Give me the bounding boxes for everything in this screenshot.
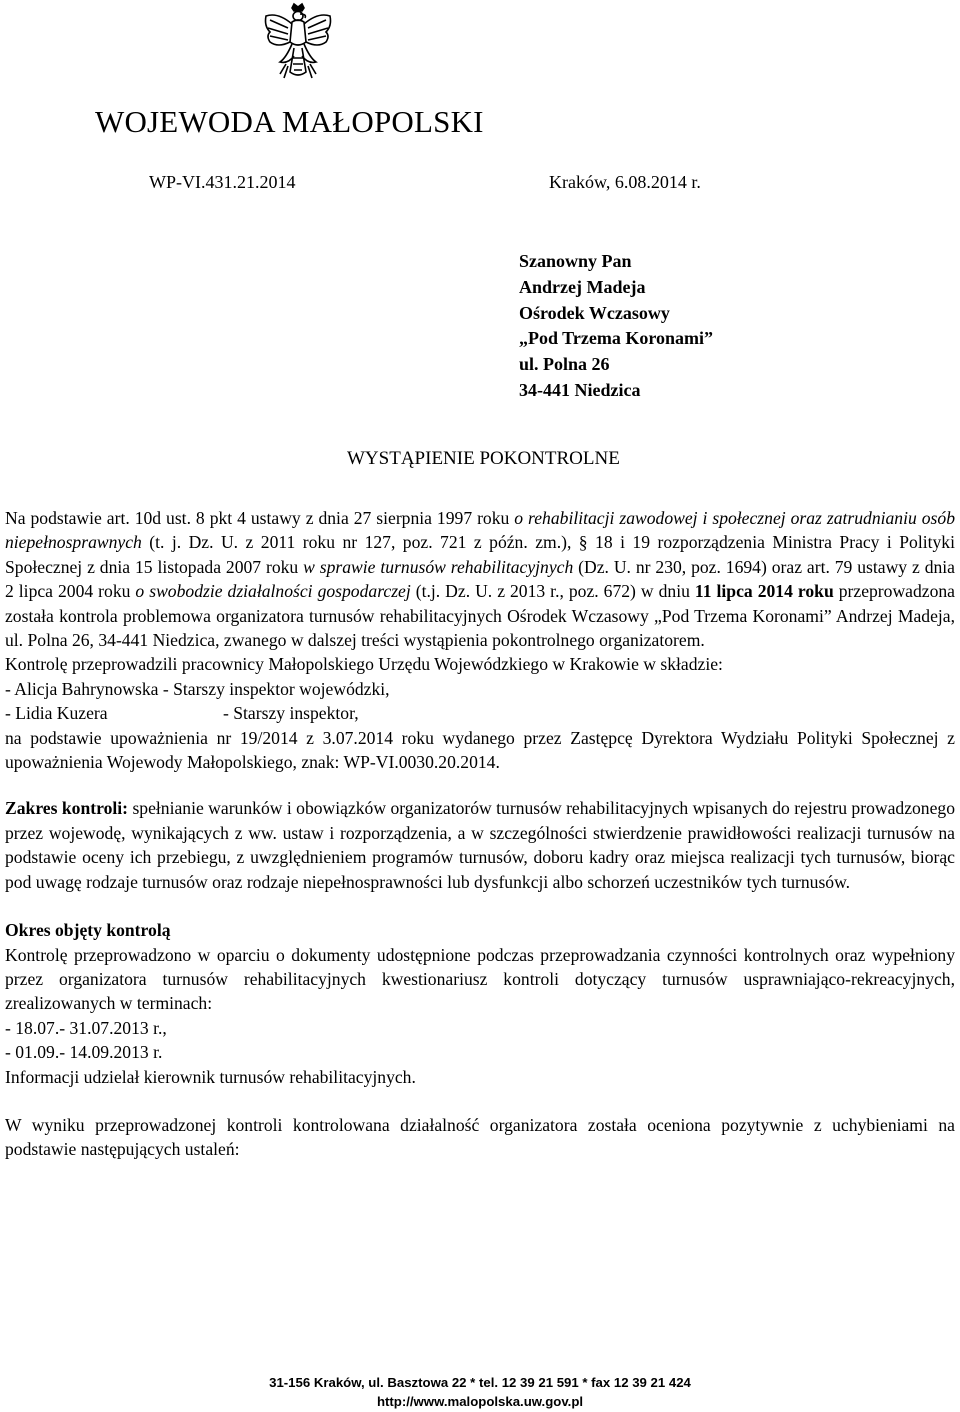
scope-paragraph: Zakres kontroli: spełnianie warunków i obowiązków organizatorów turnusów rehabilitacyjnych wpisanych do rejestru prowadzonego przez wojewodę, wynikających z ww. ustaw i rozporządzenia, a w szczególności stwierdzenie prawidłowości realizacji turnusów na podstawie oceny ich przebiegu, z uwzględnieniem programów turnusów, doboru kadry oraz miejsca realizacji tych turnusów, biorąc pod uwagę rodzaje turnusów oraz rodzaje niepełnosprawności lub dysfunkcji albo schorzeń uczestników tych turnusów. (5, 798, 955, 892)
recipient-line: Andrzej Madeja (519, 276, 646, 297)
period-term-1: - 18.07.- 31.07.2013 r., (5, 1017, 167, 1038)
legal-basis-paragraph: Na podstawie art. 10d ust. 8 pkt 4 ustawy z dnia 27 sierpnia 1997 roku o rehabilitacji zawodowej i społecznej oraz zatrudnianiu osób niepełnosprawnych (t. j. Dz. U. z 2011 roku nr 127, poz. 721 z późn. zm.), § 18 i 19 rozporządzenia Ministra Pracy i Polityki Społecznej z dnia 15 listopada 2007 roku w sprawie turnusów rehabilitacyjnych (Dz. U. nr 230, poz. 1694) oraz art. 79 ustawy z dnia 2 lipca 2004 roku o swobodzie działalności gospodarczej (t.j. Dz. U. z 2013 r., poz. 672) w dniu 11 lipca 2014 roku przeprowadzona została kontrola problemowa organizatora turnusów rehabilitacyjnych Ośrodek Wczasowy „Pod Trzema Koronami” Andrzej Madeja, ul. Polna 26, 34-441 Niedzica, zwanego w dalszej treści wystąpienia pokontrolnego organizatorem. (5, 508, 955, 651)
footer-address: 31-156 Kraków, ul. Basztowa 22 * tel. 12 39 21 591 * fax 12 39 21 424 (269, 1375, 691, 1390)
inspectors-intro: Kontrolę przeprowadzili pracownicy Małopolskiego Urzędu Wojewódzkiego w Krakowie w składzie: (5, 654, 723, 675)
letter-body (5, 506, 955, 1162)
letter-footer (0, 1373, 960, 1411)
conclusion-paragraph: W wyniku przeprowadzonej kontroli kontrolowana działalność organizatora została oceniona pozytywnie z uchybieniami na podstawie następujących ustaleń: (5, 1114, 955, 1160)
recipient-line: Szanowny Pan (519, 251, 632, 271)
reference-number: WP-VI.431.21.2014 (149, 172, 296, 192)
office-name: WOJEWODA MAŁOPOLSKI (95, 104, 484, 139)
period-paragraph: Kontrolę przeprowadzono w oparciu o dokumenty udostępnione podczas przeprowadzania czynności kontrolnych oraz wypełniony przez organizatora turnusów rehabilitacyjnych kwestionariusz kontroli dotyczący turnusów usprawniająco-rekreacyjnych, zrealizowanych w terminach: (5, 944, 955, 1014)
polish-eagle-emblem-icon (258, 2, 338, 84)
recipient-line: ul. Polna 26 (519, 354, 610, 375)
authorization-paragraph: na podstawie upoważnienia nr 19/2014 z 3.07.2014 roku wydanego przez Zastępcę Dyrektora Wydziału Polityki Społecznej z upoważnienia Wojewody Małopolskiego, znak: WP-VI.0030.20.2014. (5, 727, 955, 773)
recipient-address (519, 249, 713, 404)
recipient-line: Ośrodek Wczasowy (519, 302, 670, 323)
period-heading: Okres objęty kontrolą (5, 920, 171, 941)
period-term-2: - 01.09.- 14.09.2013 r. (5, 1042, 163, 1063)
inspector-1: - Alicja Bahrynowska - Starszy inspektor wojewódzki, (5, 678, 390, 699)
recipient-line: 34-441 Niedzica (519, 379, 641, 400)
inspector-2: - Lidia Kuzera - Starszy inspektor, (5, 703, 359, 724)
footer-website: http://www.malopolska.uw.gov.pl (376, 1394, 584, 1409)
place-date: Kraków, 6.08.2014 r. (549, 172, 701, 192)
period-info: Informacji udzielał kierownik turnusów rehabilitacyjnych. (5, 1066, 416, 1087)
scope-heading: Zakres kontroli: (5, 798, 129, 819)
recipient-line: „Pod Trzema Koronami” (519, 328, 713, 349)
document-title: WYSTĄPIENIE POKONTROLNE (347, 448, 620, 469)
